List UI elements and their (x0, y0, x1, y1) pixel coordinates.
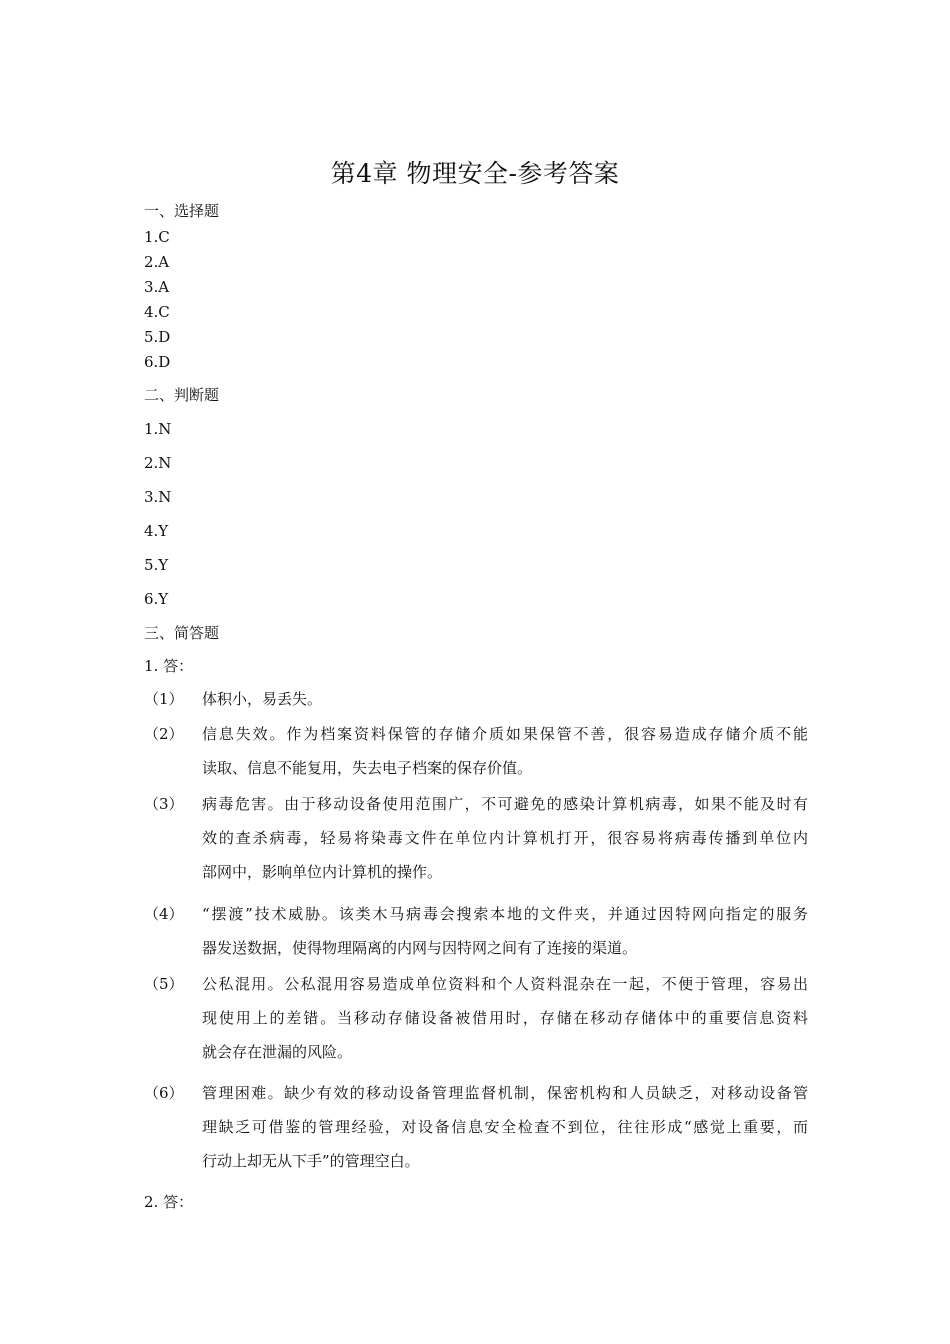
answer-text-row: 器发送数据，使得物理隔离的内网与因特网之间有了连接的渠道。 (202, 939, 638, 957)
answer-number: （4） (144, 905, 184, 923)
answer-text-row: 公私混用。公私混用容易造成单位资料和个人资料混杂在一起，不便于管理，容易出 (202, 975, 808, 993)
answer-text-row: 管理困难。缺少有效的移动设备管理监督机制，保密机构和人员缺乏，对移动设备管 (202, 1084, 808, 1102)
answer-text-row: 病毒危害。由于移动设备使用范围广，不可避免的感染计算机病毒，如果不能及时有 (202, 795, 808, 813)
section-heading-choice: 一、选择题 (144, 202, 220, 220)
judgement-answer-6: 6.Y (144, 590, 169, 608)
choice-answer-4: 4.C (144, 303, 170, 321)
judgement-answer-5: 5.Y (144, 556, 169, 574)
answer-text-row: 读取、信息不能复用，失去电子档案的保存价值。 (202, 759, 533, 777)
judgement-answer-2: 2.N (144, 454, 172, 472)
choice-answer-6: 6.D (144, 353, 171, 371)
answer-text-row: 行动上却无从下手”的管理空白。 (202, 1152, 420, 1170)
page-title: 第4章 物理安全-参考答案 (330, 159, 620, 188)
answer-text-row: 部网中，影响单位内计算机的操作。 (202, 863, 443, 881)
choice-answer-1: 1.C (144, 228, 170, 246)
answer-text-row: 体积小，易丢失。 (202, 690, 323, 708)
answer-text-row: 就会存在泄漏的风险。 (202, 1043, 353, 1061)
choice-answer-5: 5.D (144, 328, 171, 346)
choice-answer-3: 3.A (144, 278, 170, 296)
answer-number: （2） (144, 725, 184, 743)
question-2-label: 2. 答： (144, 1193, 194, 1211)
answer-number: （1） (144, 690, 184, 708)
answer-text-row: 现使用上的差错。当移动存储设备被借用时，存储在移动存储体中的重要信息资料 (202, 1009, 808, 1027)
answer-text-row: 理缺乏可借鉴的管理经验，对设备信息安全检查不到位，往往形成“感觉上重要，而 (202, 1118, 808, 1136)
choice-answer-2: 2.A (144, 253, 170, 271)
answer-text-row: 效的查杀病毒，轻易将染毒文件在单位内计算机打开，很容易将病毒传播到单位内 (202, 829, 808, 847)
judgement-answer-3: 3.N (144, 488, 172, 506)
section-heading-short-answer: 三、简答题 (144, 624, 220, 642)
answer-text-row: 信息失效。作为档案资料保管的存储介质如果保管不善，很容易造成存储介质不能 (202, 725, 808, 743)
judgement-answer-1: 1.N (144, 420, 172, 438)
answer-number: （3） (144, 795, 184, 813)
answer-text-row: “摆渡”技术威胁。该类木马病毒会搜索本地的文件夹，并通过因特网向指定的服务 (202, 905, 808, 923)
question-1-label: 1. 答： (144, 657, 194, 675)
answer-number: （5） (144, 975, 184, 993)
answer-number: （6） (144, 1084, 184, 1102)
section-heading-judgement: 二、判断题 (144, 386, 220, 404)
judgement-answer-4: 4.Y (144, 522, 169, 540)
